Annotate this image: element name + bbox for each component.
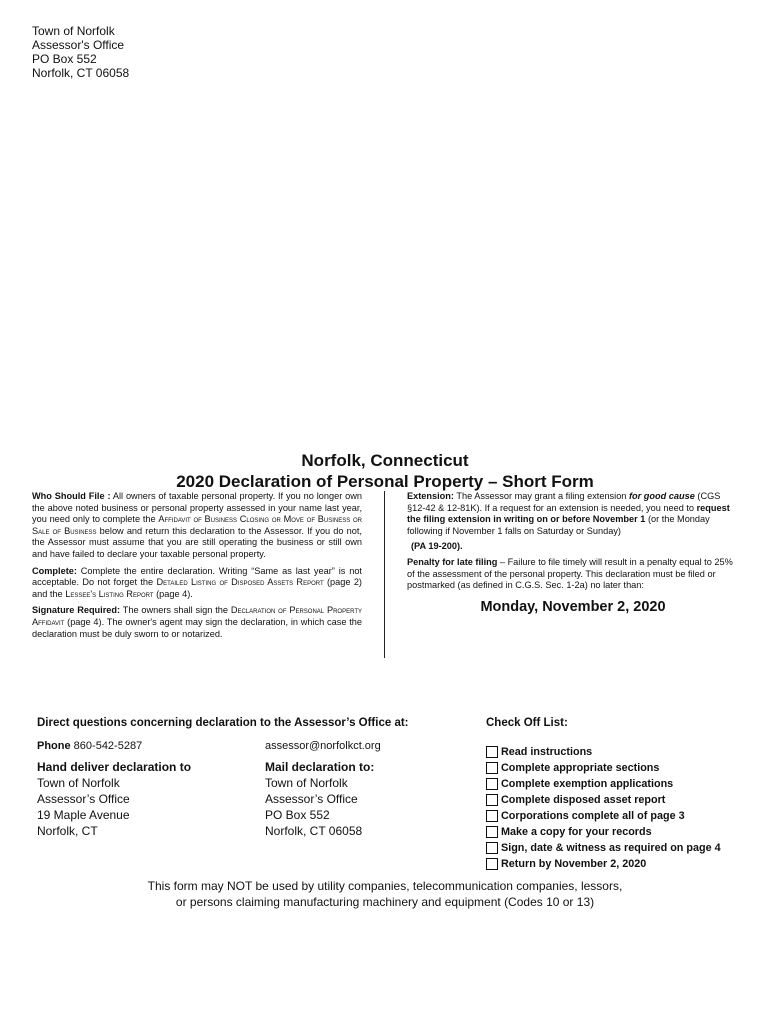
footer-line: or persons claiming manufacturing machinery and equipment (Codes 10 or 13) [175,895,595,909]
checklist-item-label: Return by November 2, 2020 [501,858,647,870]
signature-paragraph [32,605,362,640]
checklist-item[interactable] [486,744,721,760]
good-cause-emphasis: for good cause [628,491,695,501]
penalty-text: – Failure to file timely will result in a penalty equal to 25% of the assessment of the personal property. This declaration must be filed or postmarked (as defined in C.G.S. Sec. 1-2a) no later than: [407,556,733,591]
signature-text-1: The owners shall sign the [120,605,231,616]
return-address-line: PO Box 552 [32,52,97,66]
lessee-listing-ref: Lessee's Listing Report [65,588,154,599]
complete-paragraph [32,566,362,601]
phone-label: Phone [37,740,71,752]
checklist-item[interactable] [486,824,721,840]
page-title-town: Norfolk, Connecticut [301,451,469,470]
checklist-heading: Check Off List: [486,717,568,729]
column-divider [384,491,385,658]
checklist-item[interactable] [486,760,721,776]
extension-deadline-bold: request the filing extension in writing on or before November 1 [407,502,730,525]
email-address: assessor@norfolkct.org [265,740,381,752]
mail-line: Assessor’s Office [265,792,358,806]
extension-label: Extension: [407,491,454,501]
instructions-right-column [407,491,739,596]
hand-deliver-address [37,759,191,839]
extension-paragraph [407,491,739,537]
footer-line: This form may NOT be used by utility companies, telecommunication companies, lessors, [147,879,623,893]
phone-number: 860-542-5287 [70,740,143,752]
checklist-item-label: Make a copy for your records [501,826,652,838]
extension-text-3: (or the Monday following if November 1 falls on Saturday or Sunday) [407,514,710,536]
mail-line: Town of Norfolk [265,776,348,790]
complete-text-1: Complete the entire declaration. Writing “Same as last year” is not acceptable. Do not forget the [32,565,362,588]
declaration-affidavit-ref: Declaration of Personal Property Affidavit [32,605,362,627]
checklist-item-label: Complete exemption applications [501,778,674,790]
hand-deliver-line: Norfolk, CT [37,824,98,838]
checkbox[interactable] [486,826,498,838]
mail-address [265,759,374,839]
penalty-paragraph [407,557,739,592]
who-text-2: below and return this declaration to the Assessor. If you do not, the Assessor must assume that you are still operating the business or still own and have failed to declare your taxable personal property. [32,525,362,559]
checkbox[interactable] [486,858,498,870]
footer-notice [0,878,770,910]
mail-label: Mail declaration to: [265,760,375,774]
checkbox[interactable] [486,842,498,854]
who-should-file-label: Who Should File : [32,491,111,501]
phone-line [37,740,142,752]
filing-deadline: Monday, November 2, 2020 [480,599,666,615]
return-address-line: Assessor's Office [32,38,125,52]
who-affidavit-ref: Affidavit of Business Closing or Move of Business or Sale of Business [32,514,362,536]
complete-text-3: (page 4). [153,588,193,599]
checklist-item-label: Sign, date & witness as required on page 4 [501,842,721,854]
checkbox[interactable] [486,794,498,806]
extension-text-2: (CGS §12-42 & 12-81K). If a request for an extension is needed, you need to [407,491,721,513]
pa-paragraph [411,541,739,553]
checklist-item-label: Corporations complete all of page 3 [501,810,685,822]
disposed-assets-ref: Detailed Listing of Disposed Assets Report [156,577,324,588]
hand-deliver-line: Town of Norfolk [37,776,120,790]
who-text-1: All owners of taxable personal property. If you no longer own the above noted business or personal property assessed in your name last year, you need only to complete the [32,491,362,525]
who-should-file-paragraph [32,491,362,561]
complete-text-2: (page 2) and the [32,577,362,599]
checklist-item-label: Complete disposed asset report [501,794,666,806]
mail-line: Norfolk, CT 06058 [265,824,363,838]
signature-text-2: (page 4). The owner's agent may sign the declaration, in which case the declaration must be duly sworn to or notarized. [32,616,362,639]
page-title-form: 2020 Declaration of Personal Property – Short Form [176,472,594,491]
checklist-item[interactable] [486,776,721,792]
checkbox[interactable] [486,810,498,822]
checklist-item[interactable] [486,808,721,824]
hand-deliver-label: Hand deliver declaration to [37,760,192,774]
hand-deliver-line: Assessor’s Office [37,792,130,806]
contact-heading: Direct questions concerning declaration to the Assessor’s Office at: [37,717,409,729]
checkbox[interactable] [486,762,498,774]
checklist [486,744,721,872]
checklist-item-label: Read instructions [501,746,593,758]
complete-label: Complete: [32,565,77,576]
pa-reference: (PA 19-200). [411,541,463,552]
checklist-item[interactable] [486,840,721,856]
checkbox[interactable] [486,746,498,758]
signature-label: Signature Required: [32,605,121,616]
checklist-item[interactable] [486,856,721,872]
mail-line: PO Box 552 [265,808,330,822]
checklist-item-label: Complete appropriate sections [501,762,660,774]
return-address-line: Norfolk, CT 06058 [32,66,130,80]
extension-text-1: The Assessor may grant a filing extension [453,491,629,501]
checklist-item[interactable] [486,792,721,808]
checkbox[interactable] [486,778,498,790]
instructions-left-column [32,491,362,645]
hand-deliver-line: 19 Maple Avenue [37,808,130,822]
penalty-label: Penalty for late filing [407,556,498,567]
return-address-line: Town of Norfolk [32,24,115,38]
return-address [32,24,129,80]
